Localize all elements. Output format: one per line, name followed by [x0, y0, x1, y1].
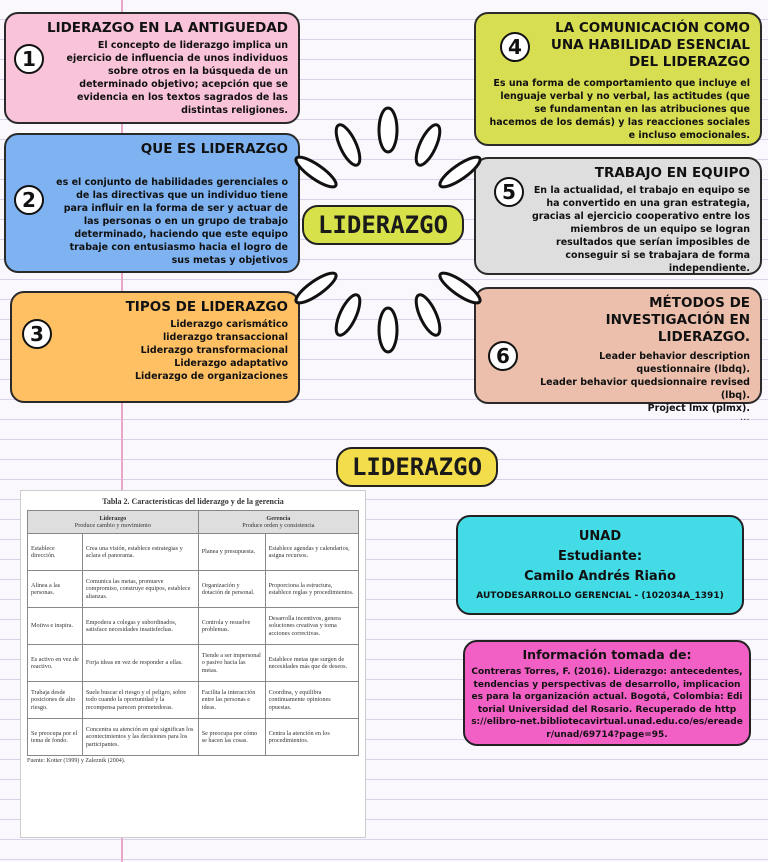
- table-row: [28, 571, 359, 608]
- header-name: Gerencia: [266, 514, 291, 522]
- table-cell: Tiende a ser impersonal o pasivo hacia las metas.: [198, 645, 265, 682]
- card-line: Liderazgo transformacional: [140, 345, 288, 356]
- table-grid: [27, 510, 359, 756]
- table-cell: Suele buscar el riesgo y el peligro, sobre todo cuando la oportunidad y la recompensa parecen prometedoras.: [82, 682, 198, 719]
- table-cell: Proporciona la estructura, establece reglas y procedimientos.: [265, 571, 358, 608]
- table-cell: Planea y presupuesta.: [198, 534, 265, 571]
- table-cell: Se preocupa por el tema de fondo.: [28, 719, 83, 756]
- number-badge: 6: [488, 341, 518, 371]
- card-comunicacion: [474, 12, 762, 146]
- card-body: El concepto de liderazgo implica un ejercicio de influencia de unos individuos sobre otros en la búsqueda de un determinado objetivo; acepción que se evidencia en los textos sagrados de las distintas religiones.: [66, 40, 288, 116]
- card-title: TIPOS DE LIDERAZGO: [125, 299, 288, 315]
- card-liderazgo-antiguedad: [4, 12, 300, 124]
- card-body: es el conjunto de habilidades gerenciales o de las directivas que un individuo tiene para influir en la forma de ser y actuar de las personas o en un grupo de trabajo determinado, haciendo que este equipo trabaje con entusiasmo hacia el logro de sus metas y objetivos: [56, 177, 288, 266]
- source-citation: Contreras Torres, F. (2016). Liderazgo: antecedentes, tendencias y perspectivas de desarrollo, implicaciones para la organización actual. Bogotá, Colombia: Editorial Universidad del Rosario. Recuperado de https://elibro-net.bibliotecavirtual.unad.edu.co/es/ereader/unad/69714?page=95.: [471, 667, 743, 740]
- card-metodos-investigacion: [474, 287, 762, 414]
- table-title: Tabla 2. Características del liderazgo y de la gerencia: [102, 497, 284, 506]
- table-header: [198, 511, 358, 534]
- card-trabajo-equipo: [474, 157, 762, 275]
- table-cell: Crea una visión, establece estrategias y aclara el panorama.: [82, 534, 198, 571]
- table-cell: Coordina, y equilibra continuamente opiniones opuestas.: [265, 682, 358, 719]
- table-cell: Concentra su atención en qué significan los acontecimientos y las decisiones para los participantes.: [82, 719, 198, 756]
- table-row: [28, 608, 359, 645]
- table-row: [28, 682, 359, 719]
- card-line: Project lmx (plmx).: [647, 403, 750, 414]
- section-title: LIDERAZGO: [336, 447, 498, 487]
- card-title: LA COMUNICACIÓN COMO UNA HABILIDAD ESENCIAL DEL LIDERAZGO: [550, 20, 750, 70]
- card-body: En la actualidad, el trabajo en equipo se ha convertido en una gran estrategia, gracias al ejercicio cooperativo entre los miembros de un equipo se logran resultados que serían imposibles de conseguir si se trabajara de forma independiente.: [531, 185, 750, 274]
- table-cell: Se preocupa por cómo se hacen las cosas.: [198, 719, 265, 756]
- table-cell: Controla y resuelve problemas.: [198, 608, 265, 645]
- card-line: Liderazgo adaptativo: [174, 358, 288, 369]
- card-line: Leader behavior description questionnaire (lbdq).: [599, 351, 750, 375]
- card-line: Leader behavior quedsionnaire revised (lbq).: [540, 377, 750, 401]
- number-badge: 1: [14, 44, 44, 74]
- card-line: liderazgo transaccional: [163, 332, 288, 343]
- table-cell: Motiva e inspira.: [28, 608, 83, 645]
- table-cell: Comunica las metas, promueve compromiso, construye equipos, establece alianzas.: [82, 571, 198, 608]
- card-body: Es una forma de comportamiento que incluye el lenguaje verbal y no verbal, las actitudes (que se fundamentan en las atribuciones que hacemos de los demás) y las reacciones sociales e incluso emocionales.: [489, 78, 750, 141]
- card-title: LIDERAZGO EN LA ANTIGUEDAD: [46, 20, 288, 36]
- number-badge: 4: [500, 32, 530, 62]
- card-que-es-liderazgo: [4, 133, 300, 273]
- table-header: [28, 511, 199, 534]
- table-row: [28, 719, 359, 756]
- student-name: Camilo Andrés Riaño: [524, 569, 676, 584]
- center-title: LIDERAZGO: [302, 205, 464, 245]
- table-cell: Alinea a las personas.: [28, 571, 83, 608]
- table-cell: Forja ideas en vez de responder a ellas.: [82, 645, 198, 682]
- org-name: UNAD: [578, 529, 622, 544]
- card-line: Liderazgo de organizaciones: [134, 371, 288, 382]
- table-cell: Empodera a colegas y subordinados, satisface necesidades insatisfechas.: [82, 608, 198, 645]
- number-badge: 5: [494, 177, 524, 207]
- card-line: Liderazgo carismático: [170, 319, 288, 330]
- student-info-card: [456, 515, 744, 615]
- source-heading: Información tomada de:: [522, 647, 692, 662]
- table-cell: Desarrolla incentivos, genera soluciones creativas y toma acciones correctivas.: [265, 608, 358, 645]
- table-cell: Es activo en vez de reactivo.: [28, 645, 83, 682]
- card-tipos-liderazgo: [10, 291, 300, 403]
- card-title: MÉTODOS DE INVESTIGACIÓN EN LIDERAZGO.: [605, 295, 750, 345]
- student-label: Estudiante:: [557, 549, 643, 564]
- table-source: Fuente: Kotter (1999) y Zaleznik (2004).: [27, 758, 126, 764]
- course-name: AUTODESARROLLO GERENCIAL - (102034A_1391): [476, 591, 724, 601]
- table-row: [28, 534, 359, 571]
- source-info-card: [463, 640, 751, 746]
- header-name: Liderazgo: [99, 514, 127, 522]
- table-cell: Establece dirección.: [28, 534, 83, 571]
- table-cell: Centra la atención en los procedimientos.: [265, 719, 358, 756]
- number-badge: 2: [14, 185, 44, 215]
- ellipsis: ...: [740, 412, 750, 423]
- header-sub: Produce orden y consistencia: [242, 522, 315, 529]
- table-cell: Organización y dotación de personal.: [198, 571, 265, 608]
- table-cell: Facilita la interacción entre las personas e ideas.: [198, 682, 265, 719]
- table-cell: Trabaja desde posiciones de alto riesgo.: [28, 682, 83, 719]
- leadership-table: [20, 490, 366, 838]
- table-row: [28, 645, 359, 682]
- header-sub: Produce cambio y movimiento: [74, 522, 151, 529]
- table-cell: Establece metas que surgen de necesidades más que de deseos.: [265, 645, 358, 682]
- number-badge: 3: [22, 319, 52, 349]
- card-title: TRABAJO EN EQUIPO: [594, 165, 750, 181]
- table-cell: Establece agendas y calendarios, asigna recursos.: [265, 534, 358, 571]
- card-title: QUE ES LIDERAZGO: [140, 141, 288, 157]
